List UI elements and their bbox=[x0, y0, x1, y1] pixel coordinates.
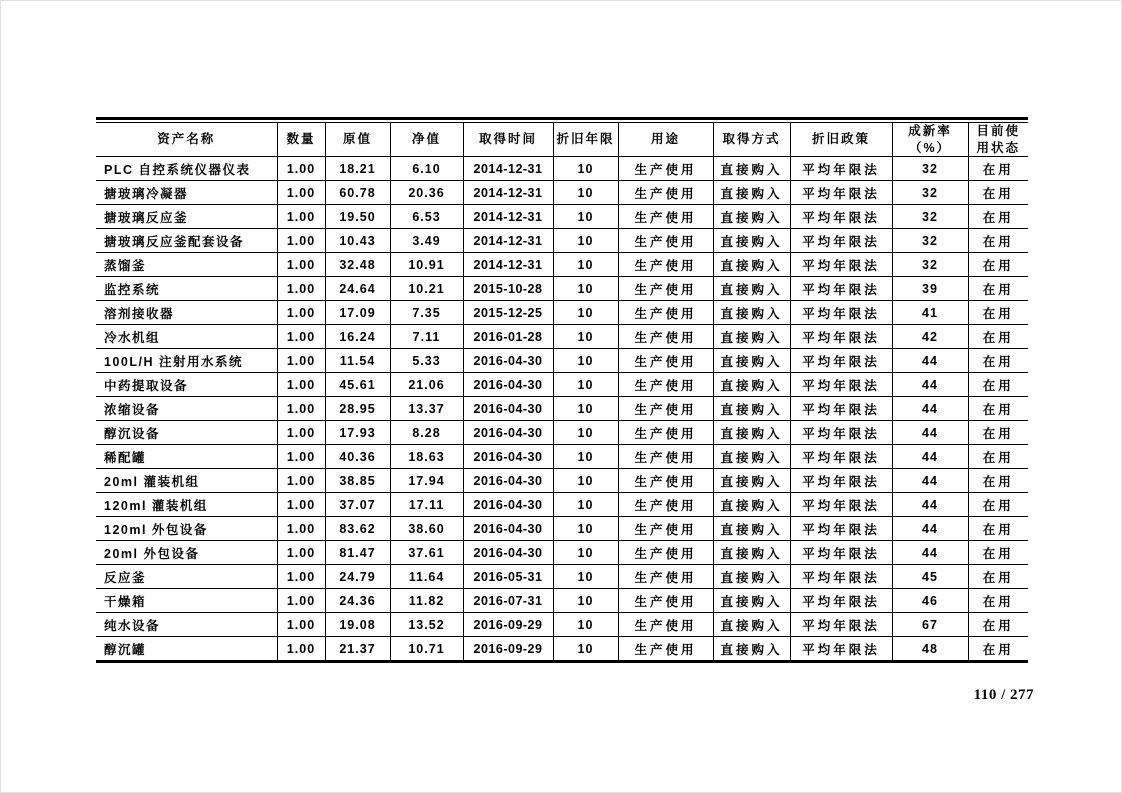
cell-net_value: 11.82 bbox=[390, 589, 463, 613]
cell-depreciation_years: 10 bbox=[553, 613, 618, 637]
cell-asset_name: 反应釜 bbox=[96, 565, 277, 589]
cell-acquisition_method: 直接购入 bbox=[713, 445, 790, 469]
cell-current_status: 在用 bbox=[968, 541, 1028, 565]
cell-acquired_date: 2016-04-30 bbox=[463, 517, 553, 541]
column-header-acquired_date: 取得时间 bbox=[463, 123, 553, 157]
cell-original_value: 17.93 bbox=[325, 421, 390, 445]
cell-quantity: 1.00 bbox=[277, 397, 325, 421]
cell-depreciation_policy: 平均年限法 bbox=[790, 421, 892, 445]
cell-acquisition_method: 直接购入 bbox=[713, 517, 790, 541]
cell-newness_rate: 44 bbox=[892, 445, 968, 469]
table-row bbox=[96, 589, 1028, 613]
table-row bbox=[96, 397, 1028, 421]
cell-quantity: 1.00 bbox=[277, 181, 325, 205]
cell-net_value: 18.63 bbox=[390, 445, 463, 469]
cell-newness_rate: 44 bbox=[892, 493, 968, 517]
cell-newness_rate: 32 bbox=[892, 253, 968, 277]
table-row bbox=[96, 613, 1028, 637]
cell-acquired_date: 2016-09-29 bbox=[463, 637, 553, 662]
column-header-asset_name: 资产名称 bbox=[96, 123, 277, 157]
cell-original_value: 19.50 bbox=[325, 205, 390, 229]
cell-acquisition_method: 直接购入 bbox=[713, 301, 790, 325]
cell-depreciation_policy: 平均年限法 bbox=[790, 517, 892, 541]
cell-quantity: 1.00 bbox=[277, 541, 325, 565]
table-row bbox=[96, 421, 1028, 445]
cell-depreciation_years: 10 bbox=[553, 445, 618, 469]
cell-usage: 生产使用 bbox=[618, 229, 713, 253]
cell-usage: 生产使用 bbox=[618, 253, 713, 277]
cell-acquisition_method: 直接购入 bbox=[713, 349, 790, 373]
cell-current_status: 在用 bbox=[968, 637, 1028, 662]
cell-newness_rate: 44 bbox=[892, 517, 968, 541]
cell-original_value: 83.62 bbox=[325, 517, 390, 541]
cell-usage: 生产使用 bbox=[618, 589, 713, 613]
cell-acquisition_method: 直接购入 bbox=[713, 253, 790, 277]
cell-asset_name: 搪玻璃冷凝器 bbox=[96, 181, 277, 205]
cell-current_status: 在用 bbox=[968, 517, 1028, 541]
table-row bbox=[96, 229, 1028, 253]
asset-table-body bbox=[96, 157, 1028, 662]
cell-usage: 生产使用 bbox=[618, 205, 713, 229]
cell-quantity: 1.00 bbox=[277, 565, 325, 589]
cell-original_value: 81.47 bbox=[325, 541, 390, 565]
column-header-usage: 用途 bbox=[618, 123, 713, 157]
cell-depreciation_years: 10 bbox=[553, 565, 618, 589]
cell-acquisition_method: 直接购入 bbox=[713, 421, 790, 445]
cell-original_value: 37.07 bbox=[325, 493, 390, 517]
cell-depreciation_policy: 平均年限法 bbox=[790, 445, 892, 469]
cell-asset_name: 中药提取设备 bbox=[96, 373, 277, 397]
cell-net_value: 10.21 bbox=[390, 277, 463, 301]
cell-original_value: 28.95 bbox=[325, 397, 390, 421]
cell-acquired_date: 2016-04-30 bbox=[463, 445, 553, 469]
cell-depreciation_years: 10 bbox=[553, 517, 618, 541]
cell-depreciation_policy: 平均年限法 bbox=[790, 277, 892, 301]
column-header-depreciation_years: 折旧年限 bbox=[553, 123, 618, 157]
table-row bbox=[96, 493, 1028, 517]
cell-depreciation_policy: 平均年限法 bbox=[790, 205, 892, 229]
cell-original_value: 18.21 bbox=[325, 157, 390, 181]
cell-depreciation_years: 10 bbox=[553, 541, 618, 565]
cell-asset_name: 20ml 灌装机组 bbox=[96, 469, 277, 493]
cell-depreciation_years: 10 bbox=[553, 205, 618, 229]
cell-newness_rate: 39 bbox=[892, 277, 968, 301]
cell-depreciation_years: 10 bbox=[553, 493, 618, 517]
cell-acquired_date: 2016-04-30 bbox=[463, 493, 553, 517]
cell-depreciation_years: 10 bbox=[553, 277, 618, 301]
cell-asset_name: 纯水设备 bbox=[96, 613, 277, 637]
cell-depreciation_years: 10 bbox=[553, 157, 618, 181]
cell-asset_name: 120ml 外包设备 bbox=[96, 517, 277, 541]
cell-usage: 生产使用 bbox=[618, 613, 713, 637]
cell-asset_name: 120ml 灌装机组 bbox=[96, 493, 277, 517]
cell-asset_name: 冷水机组 bbox=[96, 325, 277, 349]
cell-acquired_date: 2016-01-28 bbox=[463, 325, 553, 349]
cell-depreciation_policy: 平均年限法 bbox=[790, 253, 892, 277]
cell-acquired_date: 2014-12-31 bbox=[463, 253, 553, 277]
cell-acquisition_method: 直接购入 bbox=[713, 277, 790, 301]
asset-table-container bbox=[96, 117, 1028, 663]
cell-original_value: 10.43 bbox=[325, 229, 390, 253]
cell-asset_name: 干燥箱 bbox=[96, 589, 277, 613]
cell-acquisition_method: 直接购入 bbox=[713, 565, 790, 589]
cell-asset_name: PLC 自控系统仪器仪表 bbox=[96, 157, 277, 181]
cell-current_status: 在用 bbox=[968, 157, 1028, 181]
cell-current_status: 在用 bbox=[968, 253, 1028, 277]
cell-net_value: 7.11 bbox=[390, 325, 463, 349]
cell-depreciation_years: 10 bbox=[553, 301, 618, 325]
table-row bbox=[96, 517, 1028, 541]
column-header-newness_rate: 成新率（%） bbox=[892, 123, 968, 157]
cell-newness_rate: 41 bbox=[892, 301, 968, 325]
cell-quantity: 1.00 bbox=[277, 325, 325, 349]
cell-depreciation_years: 10 bbox=[553, 325, 618, 349]
cell-usage: 生产使用 bbox=[618, 541, 713, 565]
cell-current_status: 在用 bbox=[968, 325, 1028, 349]
cell-asset_name: 100L/H 注射用水系统 bbox=[96, 349, 277, 373]
cell-original_value: 19.08 bbox=[325, 613, 390, 637]
cell-current_status: 在用 bbox=[968, 205, 1028, 229]
cell-current_status: 在用 bbox=[968, 181, 1028, 205]
cell-acquired_date: 2016-04-30 bbox=[463, 373, 553, 397]
cell-usage: 生产使用 bbox=[618, 445, 713, 469]
cell-depreciation_policy: 平均年限法 bbox=[790, 349, 892, 373]
cell-acquired_date: 2016-04-30 bbox=[463, 349, 553, 373]
cell-depreciation_policy: 平均年限法 bbox=[790, 469, 892, 493]
cell-depreciation_years: 10 bbox=[553, 637, 618, 662]
column-header-quantity: 数量 bbox=[277, 123, 325, 157]
cell-usage: 生产使用 bbox=[618, 565, 713, 589]
cell-quantity: 1.00 bbox=[277, 253, 325, 277]
cell-depreciation_years: 10 bbox=[553, 229, 618, 253]
cell-depreciation_policy: 平均年限法 bbox=[790, 157, 892, 181]
cell-acquisition_method: 直接购入 bbox=[713, 229, 790, 253]
cell-depreciation_years: 10 bbox=[553, 397, 618, 421]
table-row bbox=[96, 637, 1028, 662]
cell-newness_rate: 32 bbox=[892, 157, 968, 181]
cell-original_value: 45.61 bbox=[325, 373, 390, 397]
table-row bbox=[96, 445, 1028, 469]
cell-usage: 生产使用 bbox=[618, 181, 713, 205]
cell-usage: 生产使用 bbox=[618, 421, 713, 445]
cell-acquired_date: 2016-05-31 bbox=[463, 565, 553, 589]
cell-newness_rate: 42 bbox=[892, 325, 968, 349]
cell-asset_name: 监控系统 bbox=[96, 277, 277, 301]
column-header-depreciation_policy: 折旧政策 bbox=[790, 123, 892, 157]
cell-acquisition_method: 直接购入 bbox=[713, 397, 790, 421]
cell-current_status: 在用 bbox=[968, 613, 1028, 637]
cell-acquisition_method: 直接购入 bbox=[713, 613, 790, 637]
cell-net_value: 21.06 bbox=[390, 373, 463, 397]
cell-newness_rate: 44 bbox=[892, 373, 968, 397]
cell-acquisition_method: 直接购入 bbox=[713, 181, 790, 205]
cell-usage: 生产使用 bbox=[618, 301, 713, 325]
cell-quantity: 1.00 bbox=[277, 205, 325, 229]
cell-current_status: 在用 bbox=[968, 421, 1028, 445]
column-header-current_status: 目前使用状态 bbox=[968, 123, 1028, 157]
cell-quantity: 1.00 bbox=[277, 349, 325, 373]
cell-current_status: 在用 bbox=[968, 469, 1028, 493]
cell-quantity: 1.00 bbox=[277, 589, 325, 613]
cell-original_value: 40.36 bbox=[325, 445, 390, 469]
cell-depreciation_policy: 平均年限法 bbox=[790, 373, 892, 397]
cell-newness_rate: 32 bbox=[892, 229, 968, 253]
asset-table bbox=[96, 122, 1028, 663]
cell-depreciation_policy: 平均年限法 bbox=[790, 301, 892, 325]
cell-current_status: 在用 bbox=[968, 445, 1028, 469]
cell-quantity: 1.00 bbox=[277, 157, 325, 181]
cell-usage: 生产使用 bbox=[618, 397, 713, 421]
cell-net_value: 17.11 bbox=[390, 493, 463, 517]
cell-newness_rate: 48 bbox=[892, 637, 968, 662]
cell-quantity: 1.00 bbox=[277, 517, 325, 541]
cell-depreciation_policy: 平均年限法 bbox=[790, 181, 892, 205]
table-row bbox=[96, 277, 1028, 301]
cell-net_value: 10.91 bbox=[390, 253, 463, 277]
cell-asset_name: 醇沉罐 bbox=[96, 637, 277, 662]
cell-net_value: 8.28 bbox=[390, 421, 463, 445]
cell-depreciation_policy: 平均年限法 bbox=[790, 589, 892, 613]
cell-net_value: 38.60 bbox=[390, 517, 463, 541]
column-header-original_value: 原值 bbox=[325, 123, 390, 157]
cell-acquired_date: 2016-04-30 bbox=[463, 421, 553, 445]
cell-depreciation_years: 10 bbox=[553, 373, 618, 397]
cell-newness_rate: 32 bbox=[892, 181, 968, 205]
cell-acquired_date: 2014-12-31 bbox=[463, 229, 553, 253]
cell-usage: 生产使用 bbox=[618, 637, 713, 662]
cell-asset_name: 搪玻璃反应釜配套设备 bbox=[96, 229, 277, 253]
cell-quantity: 1.00 bbox=[277, 277, 325, 301]
table-row bbox=[96, 469, 1028, 493]
cell-acquisition_method: 直接购入 bbox=[713, 157, 790, 181]
column-header-net_value: 净值 bbox=[390, 123, 463, 157]
cell-net_value: 6.10 bbox=[390, 157, 463, 181]
cell-quantity: 1.00 bbox=[277, 493, 325, 517]
cell-original_value: 38.85 bbox=[325, 469, 390, 493]
cell-quantity: 1.00 bbox=[277, 301, 325, 325]
table-row bbox=[96, 253, 1028, 277]
cell-usage: 生产使用 bbox=[618, 349, 713, 373]
cell-acquired_date: 2016-07-31 bbox=[463, 589, 553, 613]
cell-acquisition_method: 直接购入 bbox=[713, 493, 790, 517]
cell-depreciation_policy: 平均年限法 bbox=[790, 541, 892, 565]
cell-net_value: 37.61 bbox=[390, 541, 463, 565]
cell-original_value: 24.79 bbox=[325, 565, 390, 589]
table-row bbox=[96, 565, 1028, 589]
table-row bbox=[96, 205, 1028, 229]
cell-usage: 生产使用 bbox=[618, 469, 713, 493]
cell-net_value: 20.36 bbox=[390, 181, 463, 205]
cell-acquisition_method: 直接购入 bbox=[713, 637, 790, 662]
cell-acquisition_method: 直接购入 bbox=[713, 541, 790, 565]
cell-depreciation_years: 10 bbox=[553, 349, 618, 373]
table-row bbox=[96, 181, 1028, 205]
table-row bbox=[96, 541, 1028, 565]
cell-original_value: 17.09 bbox=[325, 301, 390, 325]
cell-current_status: 在用 bbox=[968, 349, 1028, 373]
cell-depreciation_policy: 平均年限法 bbox=[790, 325, 892, 349]
cell-usage: 生产使用 bbox=[618, 373, 713, 397]
cell-depreciation_policy: 平均年限法 bbox=[790, 493, 892, 517]
cell-net_value: 5.33 bbox=[390, 349, 463, 373]
cell-original_value: 32.48 bbox=[325, 253, 390, 277]
cell-net_value: 6.53 bbox=[390, 205, 463, 229]
cell-newness_rate: 44 bbox=[892, 397, 968, 421]
cell-original_value: 24.64 bbox=[325, 277, 390, 301]
cell-current_status: 在用 bbox=[968, 565, 1028, 589]
cell-usage: 生产使用 bbox=[618, 493, 713, 517]
cell-acquisition_method: 直接购入 bbox=[713, 325, 790, 349]
cell-current_status: 在用 bbox=[968, 277, 1028, 301]
cell-usage: 生产使用 bbox=[618, 517, 713, 541]
cell-asset_name: 稀配罐 bbox=[96, 445, 277, 469]
cell-depreciation_years: 10 bbox=[553, 421, 618, 445]
cell-net_value: 11.64 bbox=[390, 565, 463, 589]
table-row bbox=[96, 301, 1028, 325]
cell-original_value: 24.36 bbox=[325, 589, 390, 613]
cell-newness_rate: 44 bbox=[892, 421, 968, 445]
cell-acquired_date: 2015-10-28 bbox=[463, 277, 553, 301]
cell-net_value: 10.71 bbox=[390, 637, 463, 662]
cell-depreciation_years: 10 bbox=[553, 253, 618, 277]
cell-acquisition_method: 直接购入 bbox=[713, 469, 790, 493]
cell-original_value: 60.78 bbox=[325, 181, 390, 205]
cell-depreciation_policy: 平均年限法 bbox=[790, 397, 892, 421]
table-row bbox=[96, 157, 1028, 181]
cell-acquired_date: 2016-04-30 bbox=[463, 469, 553, 493]
cell-depreciation_policy: 平均年限法 bbox=[790, 565, 892, 589]
cell-asset_name: 蒸馏釜 bbox=[96, 253, 277, 277]
cell-usage: 生产使用 bbox=[618, 277, 713, 301]
cell-quantity: 1.00 bbox=[277, 613, 325, 637]
cell-newness_rate: 44 bbox=[892, 541, 968, 565]
table-row bbox=[96, 325, 1028, 349]
cell-depreciation_policy: 平均年限法 bbox=[790, 229, 892, 253]
cell-usage: 生产使用 bbox=[618, 325, 713, 349]
cell-quantity: 1.00 bbox=[277, 445, 325, 469]
cell-asset_name: 溶剂接收器 bbox=[96, 301, 277, 325]
cell-asset_name: 浓缩设备 bbox=[96, 397, 277, 421]
cell-usage: 生产使用 bbox=[618, 157, 713, 181]
cell-depreciation_years: 10 bbox=[553, 469, 618, 493]
cell-quantity: 1.00 bbox=[277, 469, 325, 493]
table-row bbox=[96, 349, 1028, 373]
cell-newness_rate: 67 bbox=[892, 613, 968, 637]
cell-asset_name: 醇沉设备 bbox=[96, 421, 277, 445]
table-row bbox=[96, 373, 1028, 397]
cell-net_value: 13.37 bbox=[390, 397, 463, 421]
cell-current_status: 在用 bbox=[968, 493, 1028, 517]
cell-quantity: 1.00 bbox=[277, 229, 325, 253]
cell-acquired_date: 2014-12-31 bbox=[463, 157, 553, 181]
cell-depreciation_policy: 平均年限法 bbox=[790, 637, 892, 662]
page-number: 110 / 277 bbox=[973, 687, 1034, 703]
cell-newness_rate: 46 bbox=[892, 589, 968, 613]
asset-table-header-row bbox=[96, 123, 1028, 157]
cell-acquired_date: 2016-04-30 bbox=[463, 541, 553, 565]
cell-acquisition_method: 直接购入 bbox=[713, 205, 790, 229]
cell-net_value: 3.49 bbox=[390, 229, 463, 253]
cell-acquired_date: 2014-12-31 bbox=[463, 205, 553, 229]
cell-original_value: 16.24 bbox=[325, 325, 390, 349]
cell-newness_rate: 44 bbox=[892, 469, 968, 493]
cell-net_value: 7.35 bbox=[390, 301, 463, 325]
cell-original_value: 21.37 bbox=[325, 637, 390, 662]
cell-current_status: 在用 bbox=[968, 229, 1028, 253]
cell-quantity: 1.00 bbox=[277, 373, 325, 397]
cell-depreciation_years: 10 bbox=[553, 589, 618, 613]
cell-acquired_date: 2014-12-31 bbox=[463, 181, 553, 205]
cell-acquired_date: 2016-04-30 bbox=[463, 397, 553, 421]
cell-newness_rate: 32 bbox=[892, 205, 968, 229]
cell-acquired_date: 2016-09-29 bbox=[463, 613, 553, 637]
cell-acquisition_method: 直接购入 bbox=[713, 589, 790, 613]
cell-newness_rate: 44 bbox=[892, 349, 968, 373]
cell-current_status: 在用 bbox=[968, 397, 1028, 421]
cell-depreciation_years: 10 bbox=[553, 181, 618, 205]
cell-original_value: 11.54 bbox=[325, 349, 390, 373]
cell-net_value: 17.94 bbox=[390, 469, 463, 493]
cell-acquired_date: 2015-12-25 bbox=[463, 301, 553, 325]
column-header-acquisition_method: 取得方式 bbox=[713, 123, 790, 157]
cell-current_status: 在用 bbox=[968, 589, 1028, 613]
cell-net_value: 13.52 bbox=[390, 613, 463, 637]
cell-depreciation_policy: 平均年限法 bbox=[790, 613, 892, 637]
cell-newness_rate: 45 bbox=[892, 565, 968, 589]
cell-asset_name: 搪玻璃反应釜 bbox=[96, 205, 277, 229]
cell-acquisition_method: 直接购入 bbox=[713, 373, 790, 397]
cell-quantity: 1.00 bbox=[277, 637, 325, 662]
cell-current_status: 在用 bbox=[968, 301, 1028, 325]
cell-quantity: 1.00 bbox=[277, 421, 325, 445]
cell-asset_name: 20ml 外包设备 bbox=[96, 541, 277, 565]
cell-current_status: 在用 bbox=[968, 373, 1028, 397]
